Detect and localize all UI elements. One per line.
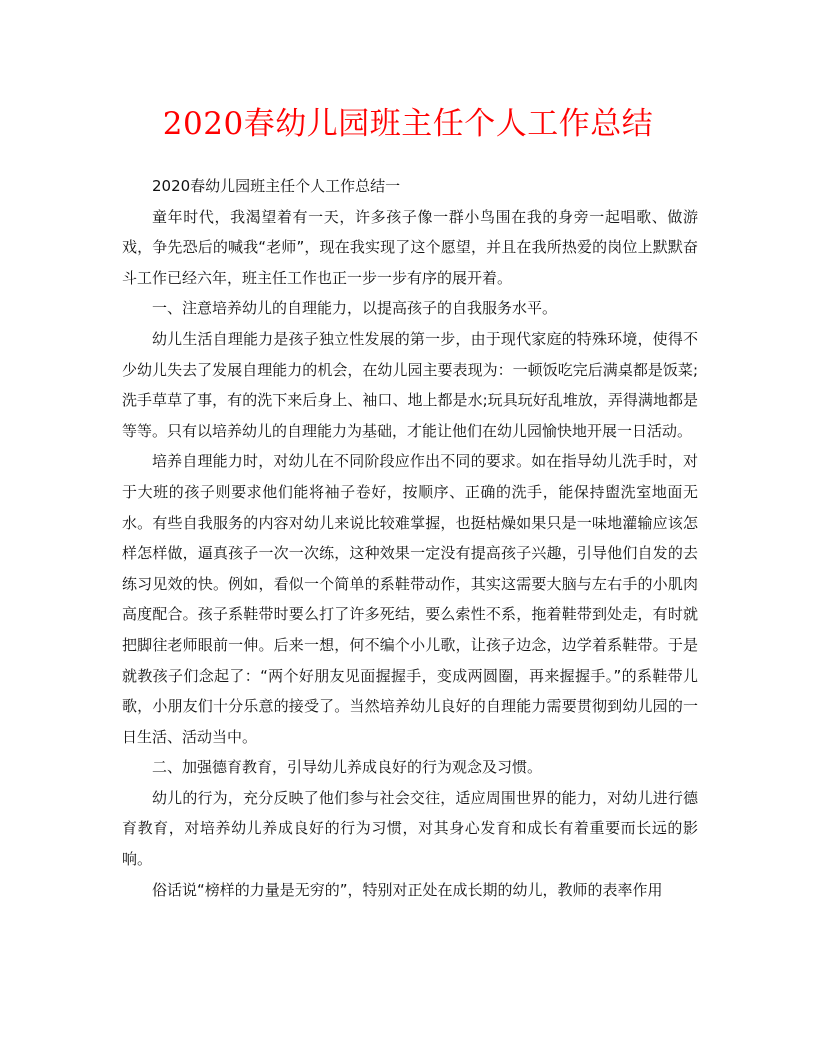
section-heading-paragraph: 二、加强德育教育，引导幼儿养成良好的行为观念及习惯。 bbox=[152, 758, 543, 777]
body-paragraph: 培养自理能力时，对幼儿在不同阶段应作出不同的要求。如在指导幼儿洗手时，对于大班的孩子则要求他们能将袖子卷好，按顺序、正确的洗手，能保持盥洗室地面无水。有些自我服务的内容对幼儿来说比较难掌握，也挺枯燥如果只是一味地灌输应该怎样怎样做，逼真孩子一次一次练，这种效果一定没有提高孩子兴趣，引导他们自发的去练习见效的快。例如，看似一个简单的系鞋带动作，其实这需要大脑与左右手的小肌肉高度配合。孩子系鞋带时要么打了许多死结，要么索性不系，拖着鞋带到处走，有时就把脚往老师眼前一伸。后来一想，何不编个小儿歌，让孩子边念，边学着系鞋带。于是就教孩子们念起了：“两个好朋友见面握握手，变成两圆圈，再来握握手。”的系鞋带儿歌，小朋友们十分乐意的接受了。当然培养幼儿良好的自理能力需要贯彻到幼儿园的一日生活、活动当中。 bbox=[122, 452, 698, 746]
document-body bbox=[122, 171, 698, 905]
body-paragraph: 幼儿的行为，充分反映了他们参与社会交往，适应周围世界的能力，对幼儿进行德育教育，对培养幼儿养成良好的行为习惯，对其身心发育和成长有着重要而长远的影响。 bbox=[122, 788, 698, 869]
section-heading-paragraph: 一、注意培养幼儿的自理能力，以提高孩子的自我服务水平。 bbox=[152, 299, 558, 318]
document-title: 2020春幼儿园班主任个人工作总结 bbox=[162, 106, 654, 142]
body-paragraph: 童年时代，我渴望着有一天，许多孩子像一群小鸟围在我的身旁一起唱歌、做游戏，争先恐后的喊我“老师”，现在我实现了这个愿望，并且在我所热爱的岗位上默默奋斗工作已经六年，班主任工作也正一步一步有序的展开着。 bbox=[122, 207, 698, 287]
section-heading-paragraph: 2020春幼儿园班主任个人工作总结一 bbox=[152, 177, 401, 195]
body-paragraph: 俗话说“榜样的力量是无穷的”，特别对正处在成长期的幼儿，教师的表率作用 bbox=[152, 880, 663, 899]
body-paragraph: 幼儿生活自理能力是孩子独立性发展的第一步，由于现代家庭的特殊环境，使得不少幼儿失去了发展自理能力的机会，在幼儿园主要表现为：一顿饭吃完后满桌都是饭菜;洗手草草了事，有的洗下来后身上、袖口、地上都是水;玩具玩好乱堆放，弄得满地都是等等。只有以培养幼儿的自理能力为基础，才能让他们在幼儿园愉快地开展一日活动。 bbox=[122, 329, 698, 440]
